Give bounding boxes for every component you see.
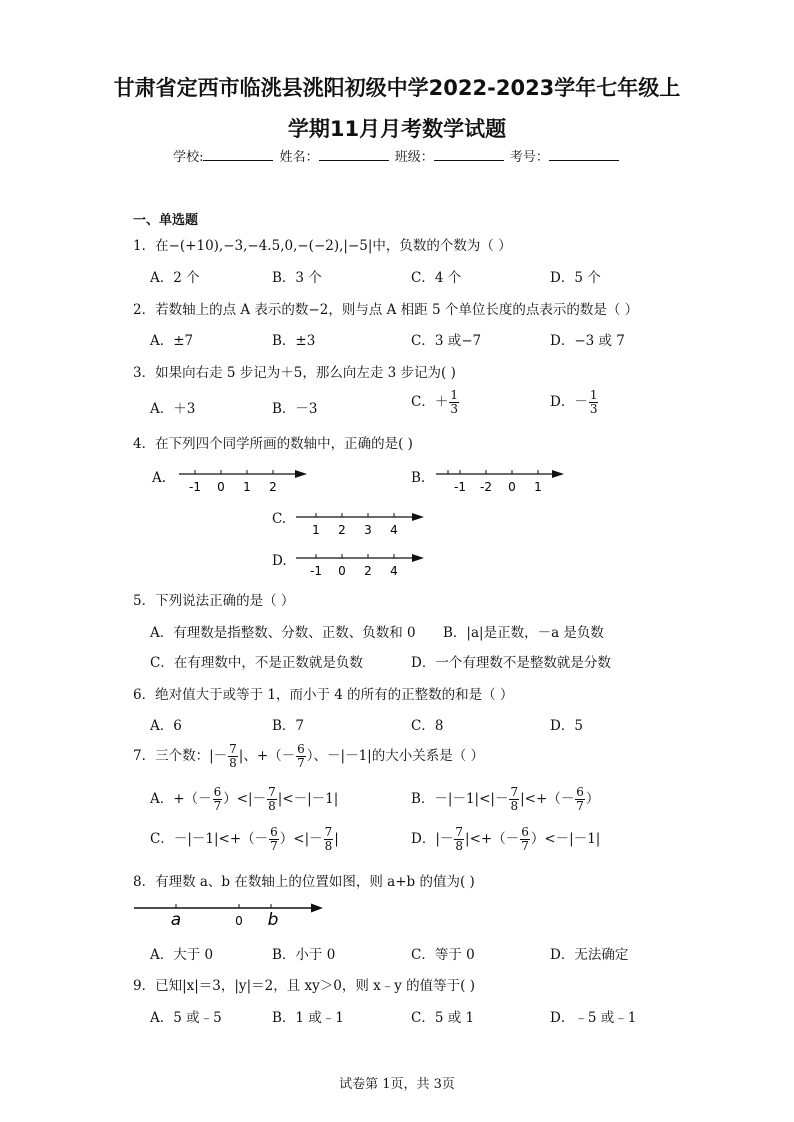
q2-option-b[interactable]: B．±3 — [272, 333, 316, 349]
tick-label: -2 — [480, 480, 492, 494]
student-info-line — [0, 146, 794, 165]
q3-option-b[interactable]: B．－3 — [272, 401, 318, 417]
question-5: 5．下列说法正确的是（ ） — [133, 593, 295, 609]
tick-label: b — [267, 910, 279, 929]
section-heading: 一、单选题 — [133, 213, 199, 228]
q5-option-d[interactable]: D．一个有理数不是整数就是分数 — [411, 655, 611, 671]
fraction: $\frac{6}{7}$ — [297, 742, 305, 770]
question-4: 4．在下列四个同学所画的数轴中，正确的是( ) — [133, 436, 413, 452]
q1-option-a[interactable]: A．2 个 — [150, 270, 200, 286]
q9-option-c[interactable]: C．5 或 1 — [411, 1010, 475, 1026]
tick-label: 3 — [364, 523, 372, 537]
q7-option-b[interactable]: B．－|－1|<|－ $\frac{7}{8}$ |<+（－ $\frac{6}{7}$ ） — [411, 785, 600, 813]
q8-option-a[interactable]: A．大于 0 — [150, 947, 214, 963]
fraction: $\frac{6}{7}$ — [521, 825, 529, 853]
q8-option-c[interactable]: C．等于 0 — [411, 947, 475, 963]
q8-option-d[interactable]: D．无法确定 — [550, 947, 629, 963]
tick-label: 0 — [217, 480, 225, 494]
q2-option-c[interactable]: C．3 或−7 — [411, 333, 482, 349]
fraction: $\frac{1}{3}$ — [589, 388, 598, 416]
tick-label: 1 — [243, 480, 251, 494]
question-3: 3．如果向右走 5 步记为＋5，那么向左走 3 步记为( ) — [133, 365, 456, 381]
q5-option-b[interactable]: B．|a|是正数，－a 是负数 — [443, 625, 604, 641]
tick-label: 2 — [269, 480, 277, 494]
q1-option-d[interactable]: D．5 个 — [550, 270, 601, 286]
fraction: $\frac{7}{8}$ — [229, 742, 237, 770]
fraction: $\frac{7}{8}$ — [455, 825, 464, 853]
q3-option-a[interactable]: A．＋3 — [150, 401, 196, 417]
q4-option-c-label[interactable]: C. — [272, 511, 287, 527]
tick-label: a — [170, 910, 182, 929]
question-9: 9．已知|x|＝3，|y|＝2，且 xy＞0，则 x﹣y 的值等于( ) — [133, 978, 475, 994]
q4-option-d-label[interactable]: D. — [272, 553, 287, 569]
q6-option-d[interactable]: D．5 — [550, 718, 583, 734]
fraction: $\frac{7}{8}$ — [324, 825, 333, 853]
q5-option-a[interactable]: A．有理数是指整数、分数、正数、负数和 0 — [150, 625, 416, 641]
q3-option-d[interactable] — [550, 389, 599, 416]
page-title-line2: 学期11月月考数学试题 — [287, 117, 507, 141]
q9-option-a[interactable]: A．5 或﹣5 — [150, 1010, 222, 1026]
q6-option-b[interactable]: B．7 — [272, 718, 305, 734]
tick-label: 2 — [338, 523, 346, 537]
number-blank[interactable] — [549, 148, 619, 161]
q4-option-b-label[interactable]: B. — [411, 470, 426, 486]
page-title-line1: 甘肃省定西市临洮县洮阳初级中学2022-2023学年七年级上 — [113, 76, 681, 100]
tick-label: 4 — [390, 564, 398, 578]
q2-option-d[interactable]: D．−3 或 7 — [550, 333, 625, 349]
q9-option-b[interactable]: B．1 或﹣1 — [272, 1010, 344, 1026]
tick-label: 1 — [312, 523, 320, 537]
q4-axis-b — [432, 463, 567, 497]
q9-option-d[interactable]: D．﹣5 或﹣1 — [550, 1010, 637, 1026]
number-label: 考号： — [509, 150, 549, 165]
tick-label: 0 — [235, 914, 243, 928]
tick-label: 1 — [534, 480, 542, 494]
name-blank[interactable] — [319, 148, 389, 161]
question-1: 1．在−(+10),−3,−4.5,0,−(−2),|−5|中，负数的个数为（ ） — [133, 238, 512, 254]
question-7: 7．三个数：|－ $\frac{7}{8}$ |、+（－ $\frac{6}{7}$ ）、－|－1|的大小关系是（ ） — [133, 742, 485, 770]
q4-axis-d — [292, 547, 427, 581]
question-2: 2．若数轴上的点 A 表示的数−2，则与点 A 相距 5 个单位长度的点表示的数是（ ） — [133, 302, 639, 318]
page-footer: 试卷第 1页，共 3页 — [339, 1077, 455, 1092]
name-label: 姓名： — [279, 150, 319, 165]
tick-label: -1 — [310, 564, 322, 578]
tick-label: 0 — [508, 480, 516, 494]
tick-label: -1 — [189, 480, 201, 494]
q6-option-a[interactable]: A．6 — [150, 718, 182, 734]
class-label: 班级： — [394, 150, 434, 165]
q6-option-c[interactable]: C．8 — [411, 718, 444, 734]
q4-axis-c — [292, 506, 427, 540]
school-label: 学校: — [173, 150, 204, 165]
q7-option-d[interactable]: D．|－ $\frac{7}{8}$ |<+（－ $\frac{6}{7}$ ）<－|－1| — [411, 825, 601, 853]
q7-option-a[interactable]: A．+（－ $\frac{6}{7}$ ）<|－ $\frac{7}{8}$ |<－|－1| — [150, 785, 339, 813]
fraction: $\frac{7}{8}$ — [510, 785, 519, 813]
fraction: $\frac{6}{7}$ — [270, 825, 278, 853]
q7-option-c[interactable]: C．－|－1|<+（－ $\frac{6}{7}$ ）<|－ $\frac{7}{8}$ | — [150, 825, 339, 853]
q4-option-a-label[interactable]: A. — [152, 470, 167, 486]
tick-label: 4 — [390, 523, 398, 537]
question-6: 6．绝对值大于或等于 1，而小于 4 的所有的正整数的和是（ ） — [133, 687, 514, 703]
fraction: $\frac{1}{3}$ — [450, 388, 458, 416]
q8-option-b[interactable]: B．小于 0 — [272, 947, 336, 963]
q3-option-c-label: C．＋ — [411, 394, 449, 410]
tick-label: -1 — [454, 480, 466, 494]
tick-label: 0 — [338, 564, 346, 578]
q3-option-c[interactable] — [411, 389, 460, 416]
q4-axis-a — [175, 463, 310, 497]
question-8: 8．有理数 a、b 在数轴上的位置如图，则 a+b 的值为( ) — [133, 874, 475, 890]
class-blank[interactable] — [434, 148, 504, 161]
fraction: $\frac{6}{7}$ — [576, 785, 584, 813]
q3-option-d-label: D．－ — [550, 394, 588, 410]
q1-option-c[interactable]: C．4 个 — [411, 270, 462, 286]
school-blank[interactable] — [203, 148, 273, 161]
tick-label: 2 — [364, 564, 372, 578]
q5-option-c[interactable]: C．在有理数中，不是正数就是负数 — [150, 655, 363, 671]
fraction: $\frac{7}{8}$ — [268, 785, 276, 813]
fraction: $\frac{6}{7}$ — [213, 785, 222, 813]
q8-number-line — [133, 897, 328, 929]
q2-option-a[interactable]: A．±7 — [150, 333, 194, 349]
q1-option-b[interactable]: B．3 个 — [272, 270, 322, 286]
